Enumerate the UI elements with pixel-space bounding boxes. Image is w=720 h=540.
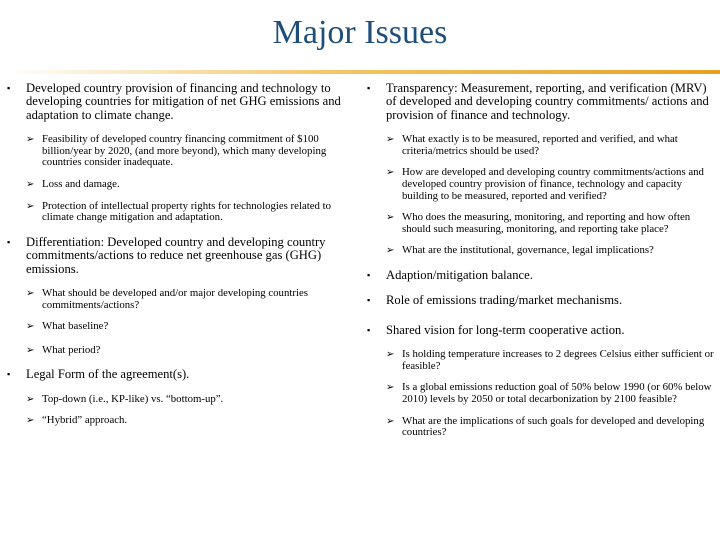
arrow-bullet-icon: ➢ <box>26 288 35 299</box>
bullet-text: Shared vision for long-term cooperative action. <box>386 322 625 337</box>
sub-bullet <box>366 349 716 372</box>
title-divider <box>4 70 720 74</box>
sub-bullet <box>6 134 358 169</box>
sub-bullet <box>366 167 716 202</box>
arrow-bullet-icon: ➢ <box>386 245 395 257</box>
arrow-bullet-icon: ➢ <box>386 382 395 394</box>
slide-title: Major Issues <box>272 14 448 51</box>
sub-bullet-text: Protection of intellectual property rights for technologies related to climate change mitigation and adaptation. <box>42 199 332 224</box>
sub-bullet-text: Loss and damage. <box>42 178 120 190</box>
bullet-text: Adaption/mitigation balance. <box>386 267 533 282</box>
sub-bullet <box>366 134 716 157</box>
arrow-bullet-icon: ➢ <box>386 167 395 179</box>
sub-bullet-text: Feasibility of developed country financing commitment of $100 billion/year by 2020, (and more beyond), which many developing countries consider inadequate. <box>42 133 327 169</box>
sub-bullet <box>6 288 358 311</box>
sub-bullet <box>6 394 358 406</box>
square-bullet-icon: ▪ <box>367 324 371 335</box>
sub-bullet <box>366 382 716 405</box>
sub-bullet-text: Who does the measuring, monitoring, and reporting and how often should such measuring, monitoring, and reporting take place? <box>402 211 691 235</box>
arrow-bullet-icon: ➢ <box>26 344 35 356</box>
arrow-bullet-icon: ➢ <box>26 321 35 333</box>
bullet-text: Developed country provision of financing and technology to developing countries for mitigation of net GHG emissions and adaptation to climate change. <box>26 81 341 122</box>
arrow-bullet-icon: ➢ <box>26 415 35 427</box>
sub-bullet <box>6 345 358 357</box>
bullet-transparency <box>366 82 716 122</box>
bullet-text: Legal Form of the agreement(s). <box>26 367 190 382</box>
sub-bullet-text: “Hybrid” approach. <box>42 414 128 427</box>
square-bullet-icon: ▪ <box>7 369 11 380</box>
sub-bullet <box>366 416 716 439</box>
sub-bullet-text: Is a global emissions reduction goal of 50% below 1990 (or 60% below 2010) levels by 2050 or total decarbonization by 2100 feasible? <box>402 381 712 405</box>
sub-bullet-text: What are the institutional, governance, legal implications? <box>402 244 654 257</box>
square-bullet-icon: ▪ <box>367 83 371 93</box>
arrow-bullet-icon: ➢ <box>386 349 395 361</box>
sub-bullet-text: What baseline? <box>42 320 109 333</box>
sub-bullet <box>366 212 716 235</box>
sub-bullet <box>6 201 358 224</box>
sub-bullet-text: Top-down (i.e., KP-like) vs. “bottom-up”. <box>42 392 224 405</box>
square-bullet-icon: ▪ <box>7 236 11 247</box>
arrow-bullet-icon: ➢ <box>386 134 395 146</box>
bullet-financing <box>6 82 358 122</box>
bullet-text: Role of emissions trading/market mechanisms. <box>386 293 623 308</box>
bullet-differentiation <box>6 236 358 276</box>
left-column <box>6 82 358 427</box>
right-column <box>366 82 716 439</box>
arrow-bullet-icon: ➢ <box>386 212 395 224</box>
bullet-adaption-mitigation <box>366 269 716 282</box>
square-bullet-icon: ▪ <box>7 83 11 93</box>
sub-bullet <box>366 245 716 257</box>
sub-bullet-text: What exactly is to be measured, reported and verified, and what criteria/metrics should be used? <box>402 133 678 157</box>
sub-bullet <box>6 415 358 427</box>
sub-bullet-text: What should be developed and/or major developing countries commitments/actions? <box>42 287 308 311</box>
bullet-shared-vision <box>366 324 716 337</box>
bullet-emissions-trading <box>366 294 716 307</box>
square-bullet-icon: ▪ <box>367 295 371 306</box>
bullet-text: Differentiation: Developed country and developing country commitments/actions to reduce net greenhouse gas (GHG) emissions. <box>26 234 326 276</box>
bullet-text: Transparency: Measurement, reporting, and verification (MRV) of developed and developing country commitments/ actions and provision of finance and technology. <box>386 81 709 122</box>
bullet-legal-form <box>6 368 358 381</box>
arrow-bullet-icon: ➢ <box>26 393 35 405</box>
sub-bullet-text: How are developed and developing country commitments/actions and developed country provision of finance, technology and capacity building to be measured, reported and verified? <box>402 166 704 202</box>
arrow-bullet-icon: ➢ <box>26 179 35 190</box>
sub-bullet <box>6 321 358 333</box>
square-bullet-icon: ▪ <box>367 269 371 280</box>
arrow-bullet-icon: ➢ <box>26 134 35 146</box>
sub-bullet-text: What period? <box>42 343 101 356</box>
sub-bullet <box>6 179 358 191</box>
arrow-bullet-icon: ➢ <box>386 415 395 427</box>
sub-bullet-text: What are the implications of such goals for developed and developing countries? <box>402 414 705 439</box>
arrow-bullet-icon: ➢ <box>26 200 35 212</box>
sub-bullet-text: Is holding temperature increases to 2 degrees Celsius either sufficient or feasible? <box>402 348 714 372</box>
